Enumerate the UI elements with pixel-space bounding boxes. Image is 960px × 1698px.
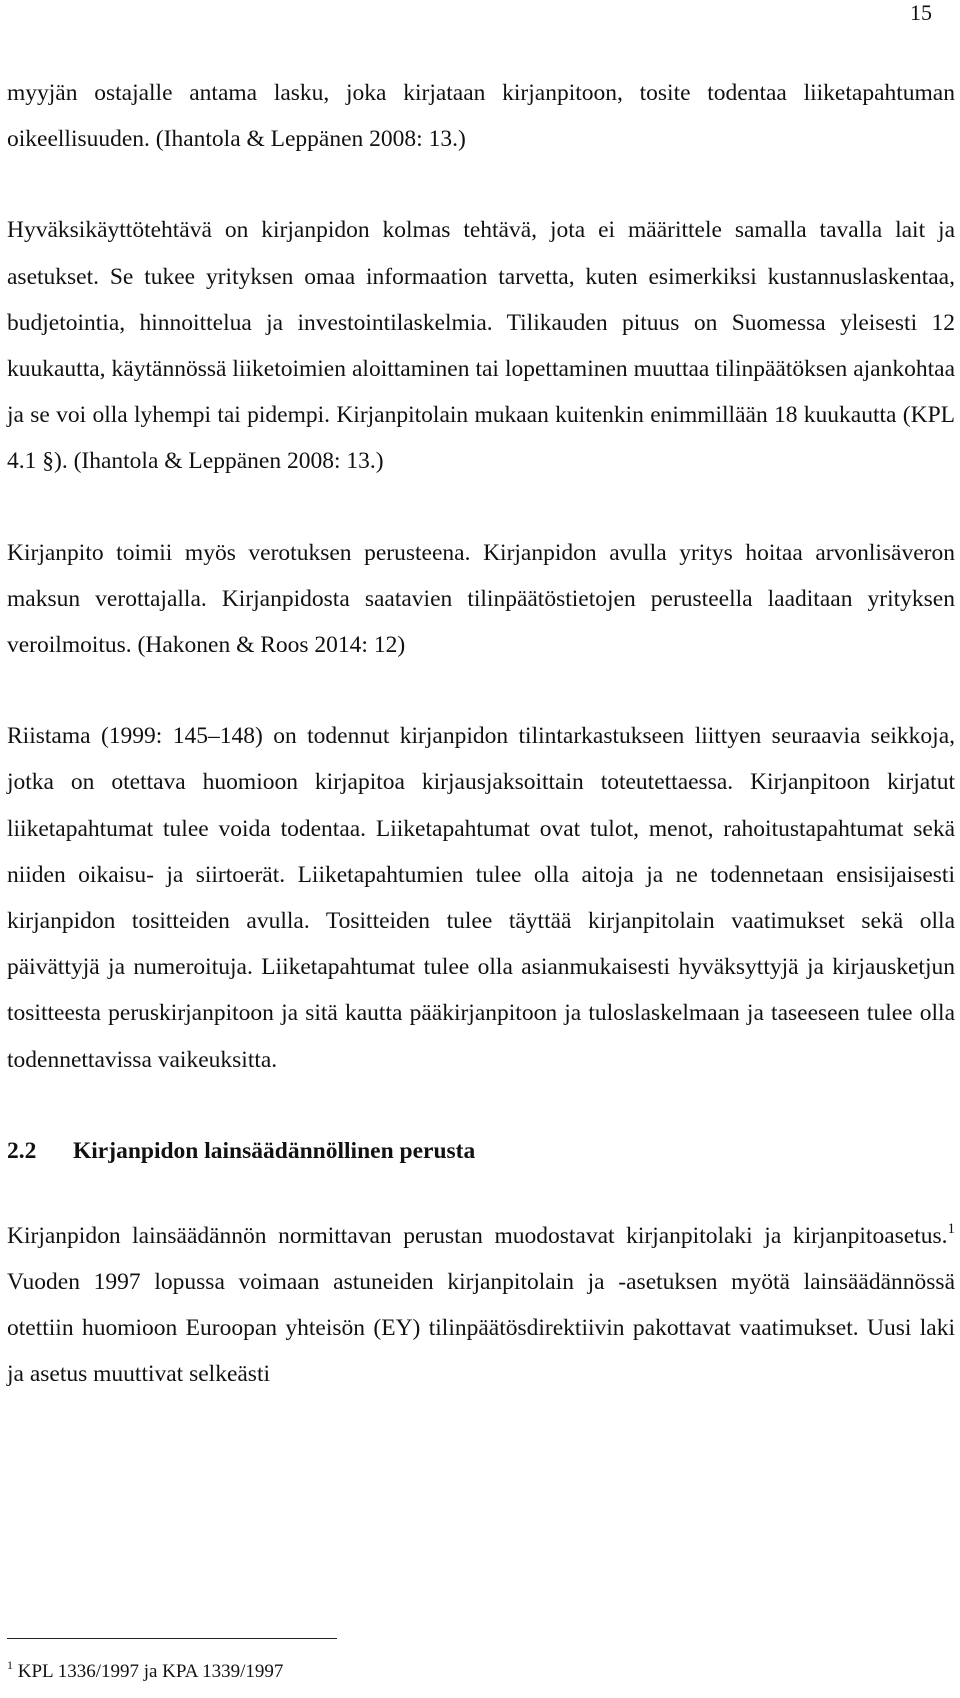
section-title: Kirjanpidon lainsäädännöllinen perusta [73,1137,476,1164]
paragraph-4: Riistama (1999: 145–148) on todennut kirjanpidon tilintarkastukseen liittyen seuraavia seikkoja, jotka on otettava huomioon kirjapitoa kirjausjaksoittain toteutettaessa. Kirjanpitoon kirjatut liiketapahtumat tulee voida todentaa. Liiketapahtumat ovat tulot, menot, rahoitustapahtumat sekä niiden oikaisu- ja siirtoerät. Liiketapahtumien tulee olla aitoja ja ne todennetaan ensisijaisesti kirjanpidon tositteiden avulla. Tositteiden tulee täyttää kirjanpitolain vaatimukset sekä olla päivättyjä ja numeroituja. Liiketapahtumat tulee olla asianmukaisesti hyväksyttyjä ja kirjausketjun tositteesta peruskirjanpitoon ja sitä kautta pääkirjanpitoon ja tuloslaskelmaan ja taseeseen tulee olla todennettavissa vaikeuksitta. [7,723,955,1073]
paragraph-1: myyjän ostajalle antama lasku, joka kirjataan kirjanpitoon, tosite todentaa liiketapahtuman oikeellisuuden. (Ihantola & Leppänen 2008: 13.) [7,80,955,153]
paragraph-5-text-end: Vuoden 1997 lopussa voimaan astuneiden kirjanpitolain ja -asetuksen myötä lainsäädännössä otettiin huomioon Euroopan yhteisön (EY) tilinpäätösdirektiivin pakottavat vaatimukset. Uusi laki ja asetus muuttivat selkeästi [7,1269,955,1388]
document-body [7,70,955,1398]
paragraph-spacer [7,1174,955,1213]
section-number: 2.2 [7,1137,37,1164]
paragraph-spacer [7,485,955,530]
section-heading [7,1128,955,1174]
paragraph-spacer [7,162,955,207]
footnote-text: KPL 1336/1997 ja KPA 1339/1997 [13,1661,284,1682]
footnote-marker: 1 [7,1658,13,1672]
paragraph-5-text-start: Kirjanpidon lainsäädännön normittavan perustan muodostavat kirjanpitolaki ja kirjanpitoasetus. [7,1222,948,1249]
footnote-reference[interactable]: 1 [947,1220,955,1237]
page-number: 15 [910,0,932,25]
paragraph-spacer [7,1083,955,1128]
footnote [7,1660,283,1684]
paragraph-spacer [7,668,955,713]
paragraph-3: Kirjanpito toimii myös verotuksen perusteena. Kirjanpidon avulla yritys hoitaa arvonlisäveron maksun verottajalla. Kirjanpidosta saatavien tilinpäätöstietojen perusteella laaditaan yrityksen veroilmoitus. (Hakonen & Roos 2014: 12) [7,539,955,659]
footnote-divider [7,1638,337,1639]
paragraph-5 [7,1213,955,1398]
paragraph-2: Hyväksikäyttötehtävä on kirjanpidon kolmas tehtävä, jota ei määrittele samalla tavalla lait ja asetukset. Se tukee yrityksen omaa informaation tarvetta, kuten esimerkiksi kustannuslaskentaa, budjetointia, hinnoittelua ja investointilaskelmia. Tilikauden pituus on Suomessa yleisesti 12 kuukautta, käytännössä liiketoimien aloittaminen tai lopettaminen muuttaa tilinpäätöksen ajankohtaa ja se voi olla lyhempi tai pidempi. Kirjanpitolain mukaan kuitenkin enimmillään 18 kuukautta (KPL 4.1 §). (Ihantola & Leppänen 2008: 13.) [7,217,955,475]
